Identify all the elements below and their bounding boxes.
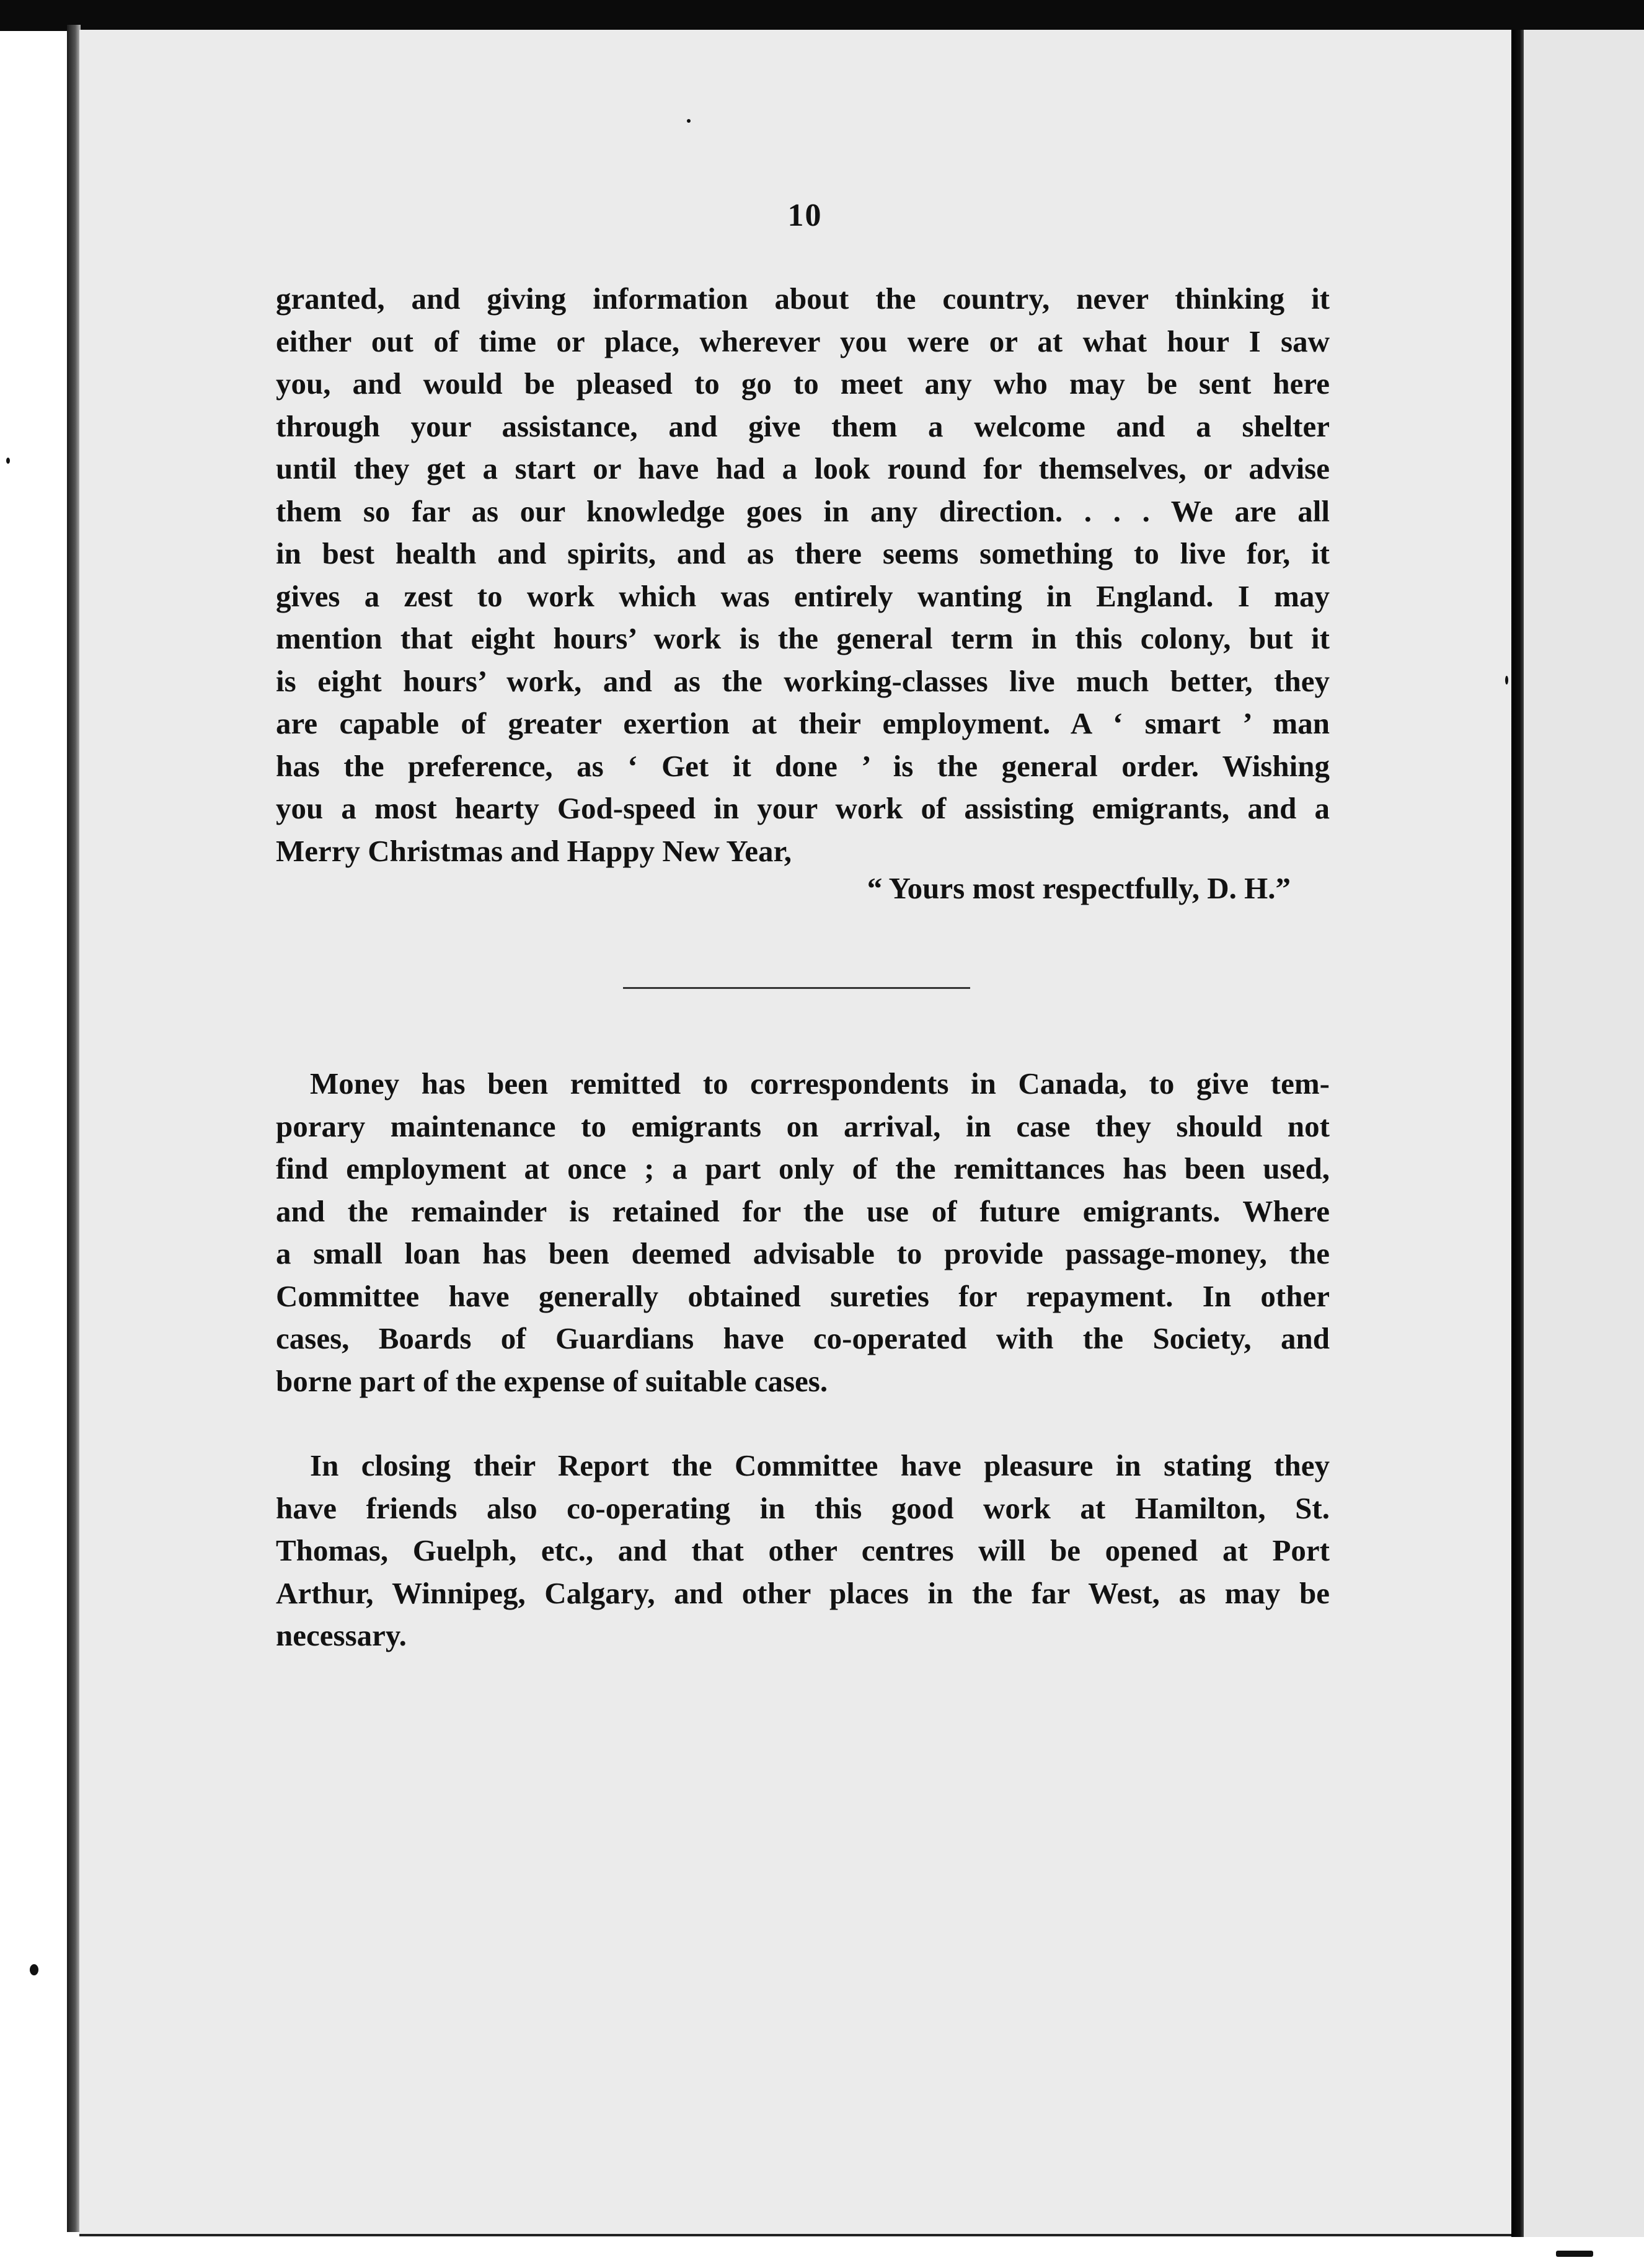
scan-left-edge (67, 25, 81, 2232)
text-line: Merry Christmas and Happy New Year, (276, 833, 792, 868)
text-line: Committee have generally obtained sureties for repayment. In other (276, 1278, 1330, 1313)
text-line: through your assistance, and give them a welcome and a shelter (276, 409, 1330, 443)
text-line: are capable of greater exertion at their employment. A ‘ smart ’ man (276, 706, 1330, 740)
text-line: granted, and giving information about the country, never thinking it (276, 281, 1330, 316)
text-line: In closing their Report the Committee have pleasure in stating they (310, 1448, 1330, 1482)
text-line: Thomas, Guelph, etc., and that other centres will be opened at Port (276, 1533, 1330, 1567)
scan-speck (30, 1964, 38, 1975)
text-line: either out of time or place, wherever you were or at what hour I saw (276, 324, 1330, 358)
section-separator-rule (623, 987, 970, 989)
text-line: until they get a start or have had a look round for themselves, or advise (276, 451, 1330, 485)
text-line: find employment at once ; a part only of the remittances has been used, (276, 1151, 1330, 1185)
money-paragraph (276, 1063, 1330, 1402)
closing-paragraph (276, 1445, 1330, 1657)
scan-speck (687, 119, 691, 123)
binding-line (1511, 30, 1524, 2237)
page-number: 10 (787, 198, 823, 233)
text-line: porary maintenance to emigrants on arrival, in case they should not (276, 1109, 1330, 1143)
letter-paragraph (276, 278, 1330, 872)
scan-speck (1505, 676, 1508, 684)
text-line: mention that eight hours’ work is the general term in this colony, but it (276, 621, 1330, 655)
text-line: Arthur, Winnipeg, Calgary, and other places in the far West, as may be (276, 1575, 1330, 1610)
text-line: cases, Boards of Guardians have co-operated with the Society, and (276, 1321, 1330, 1355)
text-line: Money has been remitted to correspondents in Canada, to give tem- (310, 1066, 1330, 1101)
text-line: have friends also co-operating in this good work at Hamilton, St. (276, 1491, 1330, 1525)
text-line: has the preference, as ‘ Get it done ’ is the general order. Wishing (276, 748, 1330, 783)
text-line: them so far as our knowledge goes in any direction. . . . We are all (276, 494, 1330, 528)
text-line: borne part of the expense of suitable cases. (276, 1363, 828, 1398)
text-line: necessary. (276, 1618, 407, 1652)
scan-top-border (0, 0, 1644, 31)
text-line: you, and would be pleased to go to meet any who may be sent here (276, 366, 1330, 401)
text-line: is eight hours’ work, and as the working-classes live much better, they (276, 663, 1330, 698)
text-line: you a most hearty God-speed in your work of assisting emigrants, and a (276, 791, 1330, 825)
adjacent-page-edge (1524, 30, 1644, 2237)
text-line: in best health and spirits, and as there seems something to live for, it (276, 536, 1330, 570)
text-line: gives a zest to work which was entirely wanting in England. I may (276, 578, 1330, 613)
letter-signature: “ Yours most respectfully, D. H.” (867, 871, 1291, 905)
scan-speck (6, 458, 10, 464)
text-line: and the remainder is retained for the use of future emigrants. Where (276, 1194, 1330, 1228)
text-line: a small loan has been deemed advisable to provide passage-money, the (276, 1236, 1330, 1270)
scan-speck (1556, 2251, 1593, 2257)
